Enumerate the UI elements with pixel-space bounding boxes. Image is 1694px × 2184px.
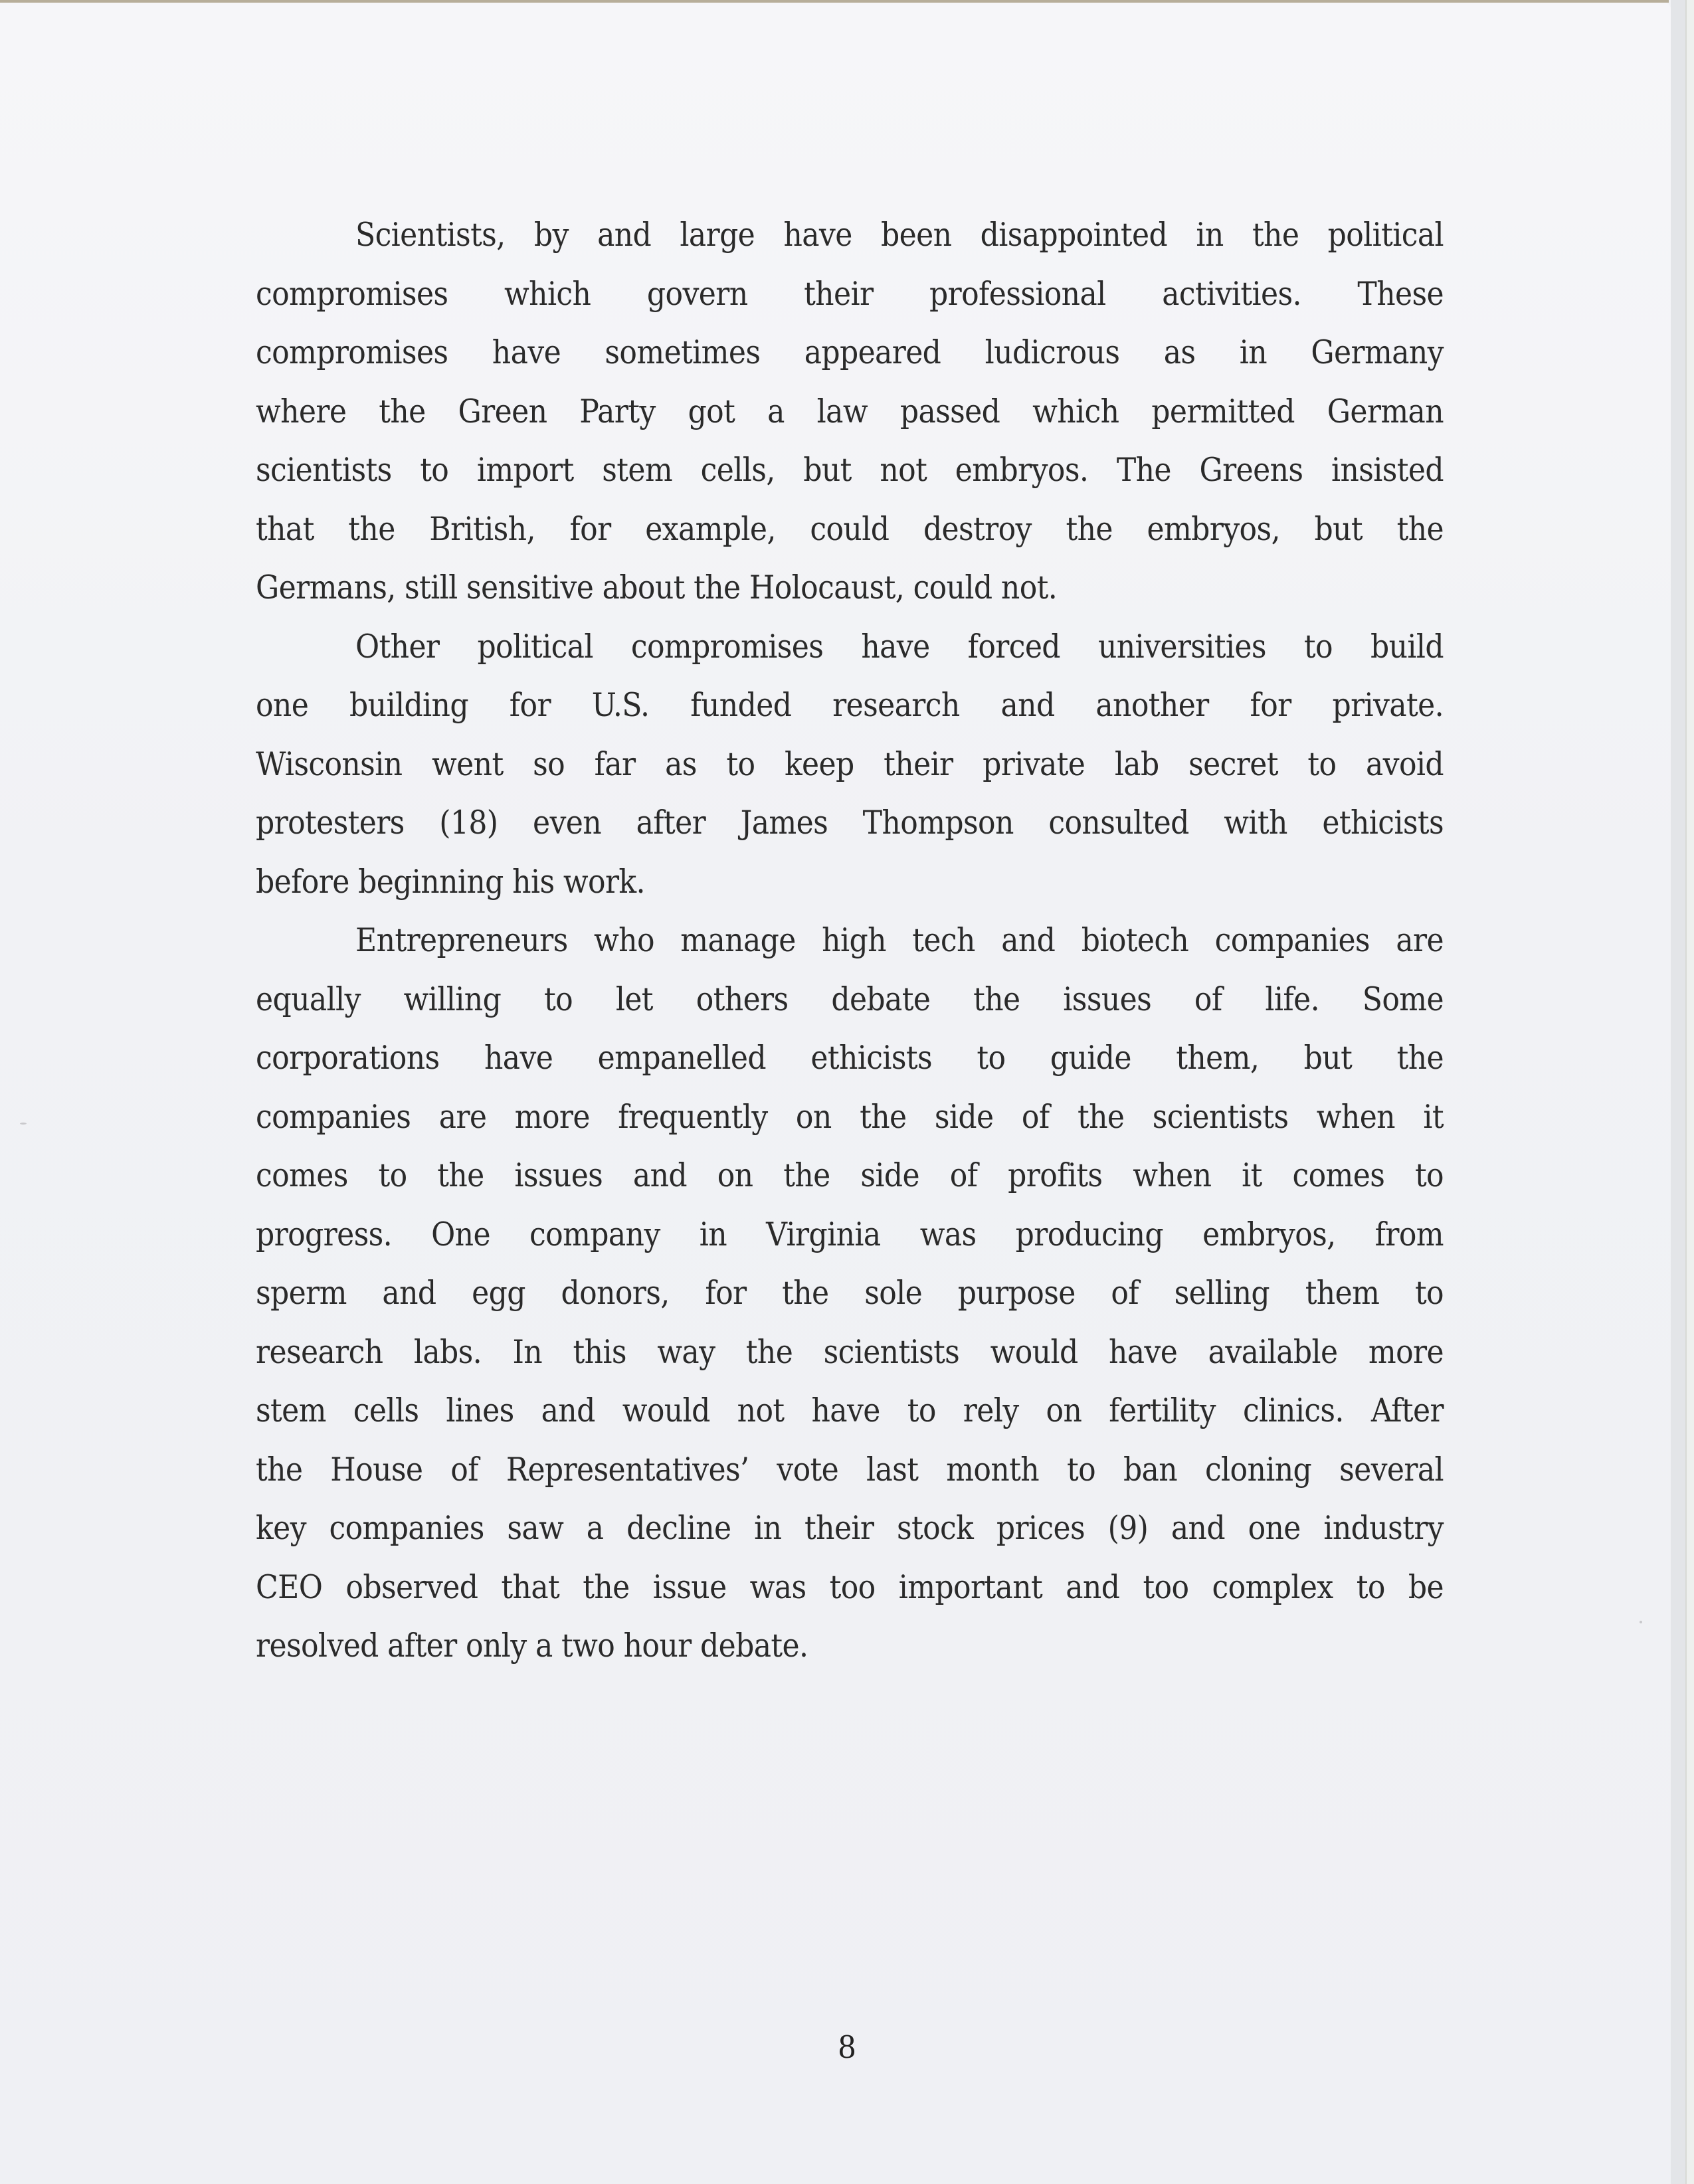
- text-line: equally willing to let others debate the issues of life. Some: [256, 980, 1444, 1018]
- text-line: CEO observed that the issue was too important and too complex to be: [256, 1568, 1444, 1606]
- paragraph: [256, 911, 1444, 1676]
- text-line: stem cells lines and would not have to rely on fertility clinics. After: [256, 1392, 1444, 1429]
- body-text: [256, 206, 1444, 1676]
- scanner-edge: [1685, 0, 1694, 2184]
- text-line: corporations have empanelled ethicists to guide them, but the: [256, 1039, 1444, 1077]
- page-number: 8: [838, 2028, 856, 2066]
- text-line: research labs. In this way the scientists would have available more: [256, 1332, 1444, 1371]
- text-line: Germans, still sensitive about the Holocaust, could not.: [256, 569, 1058, 606]
- text-line: companies are more frequently on the side of the scientists when it: [256, 1097, 1444, 1136]
- text-line: Scientists, by and large have been disappointed in the political: [355, 216, 1444, 254]
- text-line: key companies saw a decline in their stock prices (9) and one industry: [256, 1509, 1444, 1547]
- text-line: sperm and egg donors, for the sole purpose of selling them to: [256, 1274, 1444, 1312]
- text-line: comes to the issues and on the side of profits when it comes to: [256, 1156, 1444, 1194]
- text-line: resolved after only a two hour debate.: [256, 1627, 808, 1665]
- text-line: before beginning his work.: [256, 862, 645, 901]
- text-line: scientists to import stem cells, but not embryos. The Greens insisted: [256, 451, 1444, 489]
- paragraph: [256, 618, 1444, 912]
- text-line: compromises have sometimes appeared ludicrous as in Germany: [256, 333, 1444, 371]
- text-line: progress. One company in Virginia was producing embryos, from: [256, 1215, 1444, 1253]
- text-line: protesters (18) even after James Thompson consulted with ethicists: [256, 804, 1444, 842]
- scan-speck: [20, 1123, 27, 1125]
- scan-speck: [1640, 1621, 1642, 1623]
- text-line: Wisconsin went so far as to keep their private lab secret to avoid: [256, 745, 1444, 783]
- paragraph: [256, 206, 1444, 618]
- text-line: where the Green Party got a law passed which permitted German: [256, 392, 1444, 430]
- text-line: Entrepreneurs who manage high tech and biotech companies are: [355, 921, 1444, 959]
- text-line: compromises which govern their professional activities. These: [256, 274, 1444, 313]
- text-line: Other political compromises have forced universities to build: [355, 627, 1444, 666]
- scanner-edge-strip: [1671, 0, 1685, 2184]
- text-line: one building for U.S. funded research and another for private.: [256, 686, 1444, 724]
- text-line: that the British, for example, could destroy the embryos, but the: [256, 509, 1444, 548]
- text-line: the House of Representatives’ vote last month to ban cloning several: [256, 1450, 1444, 1489]
